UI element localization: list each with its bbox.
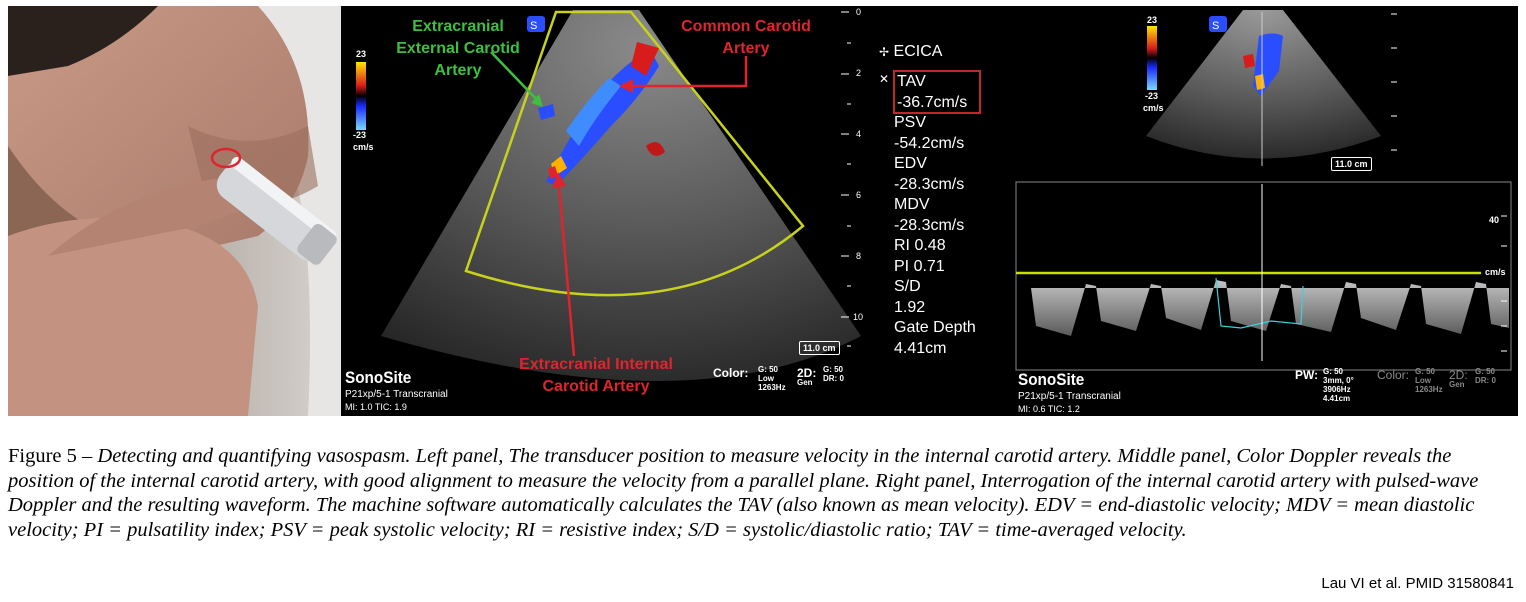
2d-settings-col2 [823, 365, 844, 383]
right-mi-tic-label: MI: 0.6 TIC: 1.2 [1018, 404, 1080, 414]
right-2d-dr: DR: 0 [1475, 376, 1496, 385]
svg-text:S: S [530, 20, 538, 32]
right-2d-settings-col2 [1475, 367, 1496, 385]
middle-panel-color-doppler [341, 6, 876, 416]
2d-gen: Gen [797, 378, 813, 387]
mi-tic-label: MI: 1.0 TIC: 1.9 [345, 402, 407, 412]
color-settings [758, 365, 786, 392]
measurement-list [894, 113, 976, 359]
right-panel-pw-doppler [1011, 6, 1518, 416]
pw-doppler-image [1011, 6, 1518, 416]
2d-settings-col1 [797, 378, 813, 387]
transducer-photo-illustration [8, 6, 341, 416]
caliper-icon: ✕ [879, 72, 890, 86]
right-2d-settings-col1 [1449, 380, 1465, 389]
right-probe-label: P21xp/5-1 Transcranial [1018, 391, 1121, 402]
tav-value: -36.7cm/s [897, 93, 968, 111]
tav-label: TAV [897, 73, 926, 90]
svg-text:S: S [1212, 20, 1220, 32]
label-common-carotid: Common Carotid Artery [681, 18, 811, 57]
scale-unit-label: cm/s [1485, 267, 1506, 277]
right-color-scale-unit: cm/s [1143, 103, 1164, 113]
color-scale-bottom: -23 [353, 130, 367, 140]
label-external-carotid: Extracranial External Carotid Artery [396, 18, 520, 79]
gate-depth-value: 4.41cm [894, 339, 947, 357]
pw-depth: 4.41cm [1323, 394, 1351, 403]
depth-tick-8: 8 [856, 251, 862, 261]
pi-value: PI 0.71 [894, 257, 945, 275]
measurements-column [876, 6, 1011, 416]
right-color-gain: G: 50 [1415, 367, 1436, 376]
right-color-scale-bottom: -23 [1145, 91, 1159, 101]
edv-label: EDV [894, 155, 927, 172]
left-panel-photo [8, 6, 341, 416]
right-color-scale-top: 23 [1147, 15, 1158, 25]
figure-label: Figure 5 – [8, 445, 98, 467]
pw-mode-label: PW: [1295, 368, 1319, 382]
sd-value: 1.92 [894, 298, 926, 316]
color-prf: 1263Hz [758, 383, 786, 392]
probe-label: P21xp/5-1 Transcranial [345, 389, 448, 400]
right-color-mode-label: Color: [1377, 368, 1410, 382]
right-color-prf: 1263Hz [1415, 385, 1443, 394]
color-scale-unit: cm/s [353, 142, 374, 152]
figure-caption [8, 444, 1518, 542]
caption-text: Detecting and quantifying vasospasm. Left panel, The transducer position to measure velocity in the internal carotid artery. Middle panel, Color Doppler reveals the position of the internal carotid artery, with good alignment to measure the velocity from a parallel plane. Right panel, Interrogation of the internal carotid artery with pulsed-wave Doppler and the resulting waveform. The machine software automatically calculates the TAV (also known as mean velocity). EDV = end-diastolic velocity; MDV = mean diastolic velocity; PI = pulsatility index; PSV = peak systolic velocity; RI = resistive index; S/D = systolic/diastolic ratio; TAV = time-averaged velocity. [8, 445, 1479, 541]
2d-gain: G: 50 [823, 365, 844, 374]
depth-tick-10: 10 [853, 312, 864, 322]
vessel-label: ECICA [893, 43, 943, 60]
pw-settings [1323, 367, 1354, 403]
vessel-row [879, 42, 942, 63]
2d-mode-label: 2D: [797, 366, 817, 380]
color-gain: G: 50 [758, 365, 779, 374]
credit-line: Lau VI et al. PMID 31580841 [1321, 575, 1514, 592]
right-depth-box: 11.0 cm [1331, 157, 1372, 171]
mdv-label: MDV [894, 196, 930, 213]
tav-box [893, 70, 981, 114]
brand-label: SonoSite [345, 368, 412, 387]
pw-prf: 3906Hz [1323, 385, 1351, 394]
crosshair-icon: ✢ [879, 45, 890, 59]
label-internal-carotid: Extracranial Internal Carotid Artery [519, 356, 673, 395]
right-brand-label: SonoSite [1018, 370, 1085, 389]
2d-dr: DR: 0 [823, 374, 844, 383]
ri-value: RI 0.48 [894, 237, 946, 254]
color-scale-top: 23 [356, 49, 367, 59]
right-2d-gen: Gen [1449, 380, 1465, 389]
sd-label: S/D [894, 278, 921, 295]
depth-tick-6: 6 [856, 190, 862, 200]
pw-gain: G: 50 [1323, 367, 1344, 376]
mdv-value: -28.3cm/s [894, 216, 965, 234]
gate-depth-label: Gate Depth [894, 319, 976, 336]
color-filter: Low [758, 374, 774, 383]
right-color-scale-bar [1147, 26, 1157, 90]
depth-tick-2: 2 [856, 68, 862, 78]
edv-value: -28.3cm/s [894, 175, 965, 193]
pw-gate: 3mm, 0° [1323, 376, 1354, 385]
psv-value: -54.2cm/s [894, 134, 965, 152]
depth-tick-0: 0 [856, 7, 862, 17]
figure-panels [8, 6, 1518, 416]
right-color-settings [1415, 367, 1443, 394]
right-2d-gain: G: 50 [1475, 367, 1496, 376]
right-2d-mode-label: 2D: [1449, 368, 1468, 382]
scale-40-label: 40 [1489, 215, 1500, 225]
color-scale-bar [356, 62, 366, 130]
depth-tick-4: 4 [856, 129, 862, 139]
right-color-filter: Low [1415, 376, 1431, 385]
spectral-display-area [1016, 182, 1511, 370]
depth-box: 11.0 cm [799, 341, 840, 355]
color-mode-label: Color: [713, 366, 749, 380]
psv-label: PSV [894, 114, 927, 131]
